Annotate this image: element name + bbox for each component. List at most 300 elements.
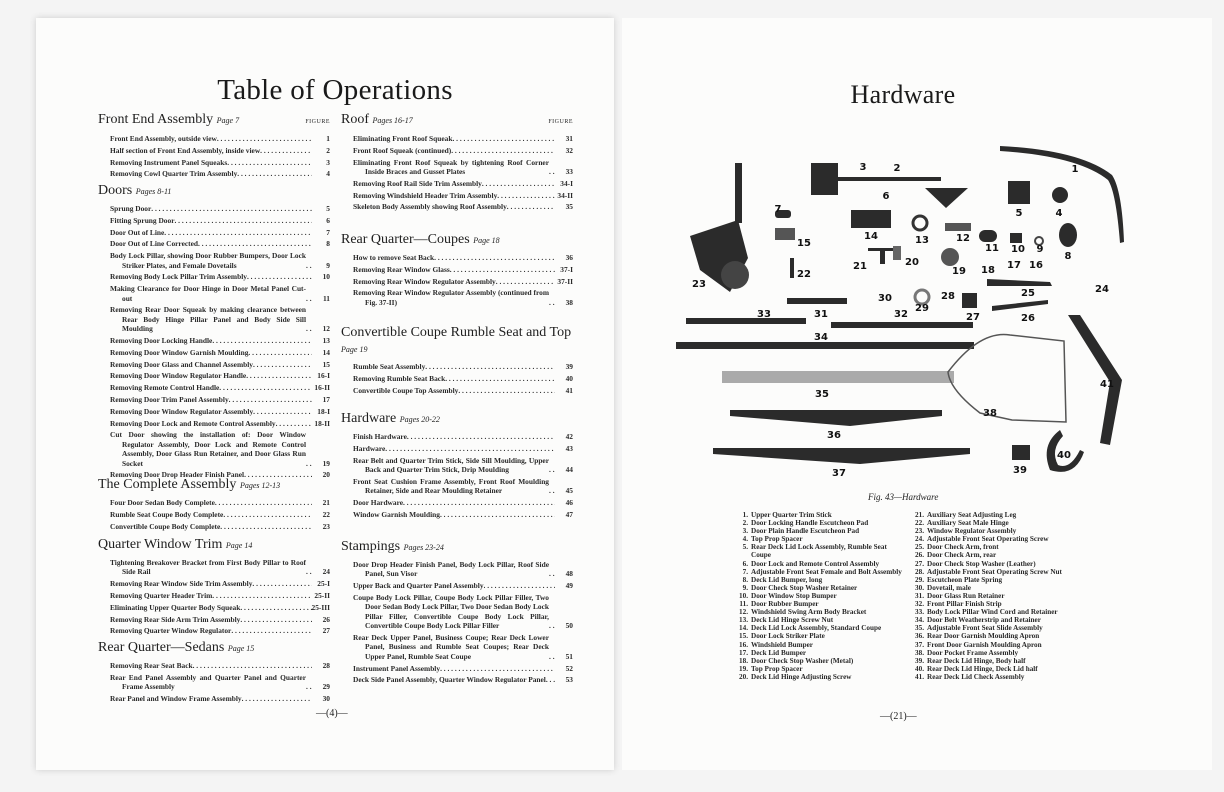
entry-text: Front Seat Cushion Frame Assembly, Front Roof Moulding Retainer, Side and Rear Moulding Retainer	[353, 476, 549, 496]
section-pages: Pages 20-22	[399, 415, 440, 424]
entry-text: Upper Back and Quarter Panel Assembly	[353, 581, 484, 591]
entry-text: Removing Body Lock Pillar Trim Assembly	[110, 272, 247, 282]
dot-leader	[237, 169, 312, 178]
legend-item	[735, 592, 903, 600]
legend-item	[911, 535, 1079, 543]
legend-item	[911, 641, 1079, 649]
entry-figure-number: 28	[322, 661, 330, 670]
page-number: —(21)—	[880, 711, 917, 722]
toc-section	[98, 640, 330, 706]
entry-text: Removing Door Window Regulator Handle	[110, 371, 247, 381]
entry-figure-number: 30	[322, 694, 330, 703]
entry-figure-number: 16-I	[317, 371, 330, 381]
toc-entry	[353, 386, 573, 395]
dot-leader	[482, 179, 555, 188]
dot-leader	[240, 603, 311, 612]
toc-entry	[110, 430, 330, 468]
entry-text: Removing Door Drop Header Finish Panel	[110, 470, 245, 480]
section-pages: Page 15	[227, 644, 255, 653]
dot-leader	[451, 146, 555, 155]
section-heading	[98, 477, 330, 494]
toc-entry	[110, 407, 330, 416]
legend-text: Top Prop Spacer	[751, 535, 803, 544]
entry-figure-number: 43	[565, 443, 573, 453]
legend-number: 41.	[915, 672, 924, 681]
section-heading	[98, 112, 330, 130]
legend-number: 16.	[739, 640, 748, 649]
entry-text: Removing Rear Door Squeak by making clearance between Rear Body Hinge Pillar Panel and Body Side Sill Moulding	[110, 305, 306, 334]
toc-entry	[110, 371, 330, 380]
left-page-table-of-operations	[36, 18, 614, 770]
legend-item	[735, 665, 903, 673]
toc-entry	[110, 272, 330, 281]
dot-leader	[212, 336, 312, 345]
dot-leader	[151, 204, 312, 213]
entry-figure-number: 25-I	[317, 579, 330, 589]
legend-text: Rear Deck Lid Check Assembly	[927, 672, 1025, 681]
legend-number: 12.	[739, 608, 748, 617]
part-number-label: 41	[1100, 379, 1114, 390]
dot-leader	[219, 383, 312, 392]
legend-item	[735, 584, 903, 592]
toc-entry	[110, 284, 330, 303]
legend-item	[735, 511, 903, 519]
entry-figure-number: 46	[565, 498, 573, 507]
legend-number: 23.	[915, 527, 924, 536]
section-title: Hardware	[341, 411, 397, 426]
legend-number: 4.	[742, 535, 748, 544]
part-number-label: 35	[815, 389, 829, 400]
part-number-label: 11	[985, 243, 999, 254]
entry-figure-number: 4	[326, 169, 330, 179]
legend-text: Deck Lid Bumper, long	[751, 575, 823, 584]
dot-leader	[253, 360, 312, 369]
entry-figure-number: 8	[326, 239, 330, 249]
entry-text: Rumble Seat Assembly	[353, 362, 426, 371]
entry-text: Removing Instrument Panel Squeaks	[110, 157, 228, 167]
section-title: Convertible Coupe Rumble Seat and Top	[341, 325, 572, 340]
legend-number: 9.	[742, 583, 748, 592]
dot-leader	[240, 615, 312, 624]
entry-figure-number: 53	[565, 675, 573, 685]
entry-text: Sprung Door	[110, 204, 152, 213]
toc-section	[341, 232, 573, 310]
toc-entry	[110, 134, 330, 143]
legend-text: Front Door Garnish Moulding Apron	[927, 640, 1042, 649]
figure-column-label: FIGURE	[305, 119, 330, 125]
legend-item	[911, 560, 1079, 568]
legend-text: Door Check Arm, rear	[927, 551, 997, 560]
entry-figure-number: 6	[326, 215, 330, 225]
entry-text: Removing Door Locking Handle	[110, 336, 213, 345]
right-page-hardware	[622, 18, 1212, 770]
entry-figure-number: 5	[326, 204, 330, 213]
toc-entry	[353, 510, 573, 519]
section-title: Rear Quarter—Sedans	[98, 640, 225, 655]
entry-figure-number: 17	[322, 394, 330, 404]
entry-text: Finish Hardware	[353, 432, 407, 441]
entry-text: Deck Side Panel Assembly, Quarter Window Regulator Panel	[353, 675, 546, 685]
legend-text: Door Belt Weatherstrip and Retainer	[927, 616, 1041, 625]
legend-item	[735, 641, 903, 649]
page-title: Table of Operations	[217, 74, 453, 106]
legend-text: Auxiliary Seat Adjusting Leg	[927, 511, 1017, 519]
entry-figure-number: 2	[326, 145, 330, 155]
entry-text: Removing Cowl Quarter Trim Assembly	[110, 169, 238, 179]
toc-entry	[353, 288, 573, 307]
section-title: The Complete Assembly	[98, 477, 237, 492]
dot-leader	[220, 522, 312, 531]
part-number-label: 9	[1036, 244, 1044, 255]
legend-text: Adjustable Front Seat Slide Assembly	[927, 624, 1043, 633]
legend-text: Rear Door Garnish Moulding Apron	[927, 632, 1040, 641]
legend-number: 8.	[742, 575, 748, 584]
legend-text: Window Regulator Assembly	[927, 527, 1017, 536]
section-heading	[341, 325, 573, 358]
section-pages: Page 19	[341, 345, 368, 354]
part-number-label: 16	[1029, 260, 1043, 271]
entry-figure-number: 7	[326, 227, 330, 237]
legend-item	[735, 543, 903, 559]
part-number-label: 28	[941, 291, 955, 302]
dot-leader	[276, 419, 312, 428]
dot-leader	[425, 362, 555, 371]
entry-text: Front Roof Squeak (continued)	[353, 145, 452, 155]
section-title-group	[98, 477, 280, 494]
legend-text: Dovetail, male	[927, 583, 971, 592]
legend-item	[911, 551, 1079, 559]
section-heading	[341, 112, 573, 130]
legend-item	[911, 519, 1079, 527]
toc-entry	[353, 633, 573, 661]
legend-item	[735, 632, 903, 640]
part-number-label: 37	[832, 468, 846, 479]
entry-figure-number: 36	[565, 253, 573, 262]
entry-figure-number: 32	[565, 145, 573, 155]
legend-text: Door Locking Handle Escutcheon Pad	[751, 519, 869, 528]
toc-entry	[353, 374, 573, 383]
legend-text: Windshield Bumper	[751, 640, 813, 649]
toc-entry	[110, 305, 330, 333]
legend-number: 31.	[915, 591, 924, 600]
section-heading	[341, 232, 573, 249]
toc-section	[341, 325, 573, 397]
legend-item	[911, 600, 1079, 608]
part-number-label: 36	[827, 430, 841, 441]
legend-item	[735, 519, 903, 527]
legend-item	[735, 527, 903, 535]
legend-number: 7.	[742, 567, 748, 576]
legend-item	[911, 584, 1079, 592]
legend-item	[911, 673, 1079, 681]
legend-text: Auxiliary Seat Male Hinge	[927, 519, 1009, 528]
toc-entry	[353, 146, 573, 155]
dot-leader	[229, 395, 312, 404]
part-number-label: 7	[774, 204, 782, 215]
legend-item	[735, 616, 903, 624]
toc-entry	[110, 498, 330, 507]
toc-entry	[110, 591, 330, 600]
entry-figure-number: 27	[322, 626, 330, 636]
section-title: Roof	[341, 112, 369, 127]
entry-figure-number: 50	[565, 621, 573, 631]
part-number-label: 10	[1011, 244, 1025, 255]
legend-item	[911, 608, 1079, 616]
legend-number: 39.	[915, 656, 924, 665]
legend-number: 13.	[739, 616, 748, 625]
dot-leader	[452, 134, 555, 143]
legend-text: Escutcheon Plate Spring	[927, 575, 1003, 584]
entry-text: Making Clearance for Door Hinge in Door Metal Panel Cut-out	[110, 284, 306, 303]
section-heading	[341, 539, 573, 556]
toc-entry	[110, 336, 330, 345]
toc-entry	[353, 277, 573, 286]
legend-item	[911, 624, 1079, 632]
legend-item	[735, 657, 903, 665]
entry-text: Rear End Panel Assembly and Quarter Panel and Quarter Frame Assembly	[110, 672, 306, 692]
legend-number: 33.	[915, 608, 924, 617]
legend-text: Body Lock Pillar Wind Cord and Retainer	[927, 608, 1058, 617]
legend-number: 5.	[742, 543, 748, 552]
entry-text: Removing Door Trim Panel Assembly	[110, 394, 229, 404]
figure-caption: Fig. 43—Hardware	[868, 492, 939, 502]
legend-item	[735, 673, 903, 681]
toc-entry	[353, 134, 573, 143]
toc-entry	[353, 158, 573, 177]
legend-number: 3.	[742, 527, 748, 536]
legend-text: Deck Lid Hinge Adjusting Screw	[751, 672, 852, 681]
entry-figure-number: 13	[322, 336, 330, 345]
legend-number: 40.	[915, 664, 924, 673]
legend-text: Top Prop Spacer	[751, 664, 803, 673]
toc-entry	[110, 348, 330, 357]
legend-number: 37.	[915, 640, 924, 649]
legend-number: 25.	[915, 543, 924, 552]
entry-text: Removing Rear Window Glass	[353, 264, 450, 274]
entry-figure-number: 39	[565, 362, 573, 371]
legend-text: Upper Quarter Trim Stick	[751, 511, 832, 519]
legend-number: 35.	[915, 624, 924, 633]
toc-entry	[110, 360, 330, 369]
part-number-label: 20	[905, 257, 919, 268]
part-number-label: 15	[797, 238, 811, 249]
section-title-group	[341, 325, 573, 358]
toc-entry	[353, 191, 573, 200]
legend-text: Door Glass Run Retainer	[927, 591, 1005, 600]
legend-text: Door Check Arm, front	[927, 543, 999, 552]
legend-number: 20.	[739, 672, 748, 681]
legend-item	[735, 624, 903, 632]
entry-figure-number: 44	[565, 465, 573, 474]
entry-text: Eliminating Front Roof Squeak	[353, 134, 453, 143]
entry-text: Instrument Panel Assembly	[353, 663, 441, 673]
figure-column-label: FIGURE	[548, 119, 573, 125]
entry-text: Skeleton Body Assembly showing Roof Assembly	[353, 202, 507, 212]
part-number-label: 34	[814, 332, 828, 343]
entry-text: Rumble Seat Coupe Body Complete	[110, 509, 224, 519]
legend-number: 28.	[915, 567, 924, 576]
entry-text: Window Garnish Moulding	[353, 509, 440, 519]
toc-entry	[353, 456, 573, 475]
entry-text: Removing Door Window Regulator Assembly	[110, 406, 254, 416]
part-number-label: 1	[1071, 164, 1079, 175]
legend-column-1	[735, 511, 903, 681]
legend-item	[735, 560, 903, 568]
entry-text: Half section of Front End Assembly, inside view	[110, 145, 261, 155]
entry-text: Removing Quarter Window Regulator	[110, 626, 232, 636]
entry-text: Removing Roof Rail Side Trim Assembly	[353, 178, 482, 188]
part-number-label: 38	[983, 408, 997, 419]
entry-figure-number: 18-I	[317, 406, 330, 416]
section-title: Quarter Window Trim	[98, 537, 223, 552]
toc-section	[341, 112, 573, 214]
entry-figure-number: 45	[565, 486, 573, 496]
entry-figure-number: 31	[565, 134, 573, 143]
entry-figure-number: 21	[322, 498, 330, 507]
dot-leader	[407, 432, 555, 441]
part-number-label: 19	[952, 266, 966, 277]
toc-entry	[110, 169, 330, 178]
toc-entry	[353, 202, 573, 211]
legend-text: Front Pillar Finish Strip	[927, 600, 1002, 609]
part-number-label: 17	[1007, 260, 1021, 271]
legend-text: Rear Deck Lid Hinge, Body half	[927, 656, 1026, 665]
entry-text: How to remove Seat Back	[353, 253, 435, 262]
legend-item	[735, 568, 903, 576]
toc-entry	[110, 661, 330, 670]
toc-entry	[110, 216, 330, 225]
legend-text: Door Lock and Remote Control Assembly	[751, 559, 880, 568]
legend-number: 1.	[742, 511, 748, 519]
page-number: —(4)—	[316, 708, 348, 719]
entry-text: Front End Assembly, outside view	[110, 134, 217, 143]
toc-entry	[353, 432, 573, 441]
toc-entry	[110, 158, 330, 167]
entry-text: Removing Quarter Header Trim	[110, 591, 213, 600]
legend-text: Door Pocket Frame Assembly	[927, 648, 1019, 657]
entry-figure-number: 14	[322, 347, 330, 357]
legend-text: Door Lock Striker Plate	[751, 632, 825, 641]
legend-text: Door Check Stop Washer (Leather)	[927, 559, 1036, 568]
toc-section	[341, 411, 573, 522]
part-number-label: 31	[814, 309, 828, 320]
entry-figure-number: 22	[322, 509, 330, 519]
entry-figure-number: 42	[565, 432, 573, 441]
toc-entry	[110, 419, 330, 428]
dot-leader	[252, 579, 312, 588]
entry-figure-number: 23	[322, 521, 330, 531]
part-number-label: 18	[981, 265, 995, 276]
entry-figure-number: 26	[322, 614, 330, 624]
part-number-label: 4	[1055, 208, 1063, 219]
entry-text: Removing Rumble Seat Back	[353, 373, 446, 383]
section-pages: Pages 12-13	[239, 481, 281, 490]
entry-figure-number: 1	[326, 134, 330, 143]
part-number-label: 26	[1021, 313, 1035, 324]
legend-item	[911, 576, 1079, 584]
entry-text: Removing Door Window Garnish Moulding	[110, 347, 249, 357]
legend-number: 14.	[739, 624, 748, 633]
entry-text: Removing Windshield Header Trim Assembly	[353, 190, 498, 200]
entry-text: Hardware	[353, 443, 386, 453]
legend-item	[911, 543, 1079, 551]
legend-number: 19.	[739, 664, 748, 673]
section-title-group	[98, 183, 171, 200]
entry-figure-number: 9	[326, 260, 330, 270]
toc-entry	[110, 579, 330, 588]
toc-entry	[353, 253, 573, 262]
section-title-group	[341, 112, 413, 129]
toc-entry	[353, 664, 573, 673]
entry-figure-number: 37-II	[557, 276, 573, 286]
entry-figure-number: 10	[322, 272, 330, 282]
toc-entry	[110, 239, 330, 248]
part-number-label: 2	[893, 163, 901, 174]
part-number-label: 24	[1095, 284, 1109, 295]
entry-figure-number: 19	[322, 458, 330, 468]
section-heading	[341, 411, 573, 428]
legend-item	[735, 535, 903, 543]
dot-leader	[496, 277, 555, 286]
toc-entry	[353, 444, 573, 453]
legend-number: 2.	[742, 519, 748, 528]
section-pages: Pages 8-11	[135, 187, 172, 196]
toc-entry	[353, 179, 573, 188]
entry-figure-number: 29	[322, 682, 330, 692]
legend-item	[911, 527, 1079, 535]
part-number-label: 23	[692, 279, 706, 290]
toc-entry	[353, 581, 573, 590]
part-number-label: 14	[864, 231, 878, 242]
entry-figure-number: 35	[565, 202, 573, 212]
legend-text: Rear Deck Lid Lock Assembly, Rumble Seat Coupe	[751, 543, 887, 560]
toc-section	[98, 112, 330, 181]
legend-item	[911, 592, 1079, 600]
toc-entry	[110, 522, 330, 531]
entry-figure-number: 34-I	[560, 178, 573, 188]
legend-number: 6.	[742, 559, 748, 568]
legend-item	[735, 600, 903, 608]
dot-leader	[223, 510, 312, 519]
part-number-label: 33	[757, 309, 771, 320]
toc-section	[98, 537, 330, 638]
entry-figure-number: 52	[565, 663, 573, 673]
entry-text: Eliminating Front Roof Squeak by tightening Roof Corner Inside Braces and Gusset Plates	[353, 157, 549, 176]
dot-leader	[231, 626, 312, 635]
section-title: Rear Quarter—Coupes	[341, 232, 470, 247]
dot-leader	[217, 134, 312, 143]
entry-text: Convertible Coupe Body Complete	[110, 521, 221, 531]
section-heading	[98, 183, 330, 200]
legend-text: Adjustable Front Seat Operating Screw Nut	[927, 567, 1062, 576]
legend-text: Deck Lid Lock Assembly, Standard Coupe	[751, 624, 882, 633]
legend-number: 15.	[739, 632, 748, 641]
toc-entry	[110, 204, 330, 213]
dot-leader	[198, 239, 312, 248]
part-number-label: 27	[966, 312, 980, 323]
entry-figure-number: 40	[565, 373, 573, 383]
part-number-label: 32	[894, 309, 908, 320]
entry-text: Removing Door Lock and Remote Control Assembly	[110, 418, 276, 428]
legend-text: Door Check Stop Washer (Metal)	[751, 656, 854, 665]
part-number-label: 25	[1021, 288, 1035, 299]
legend-item	[911, 649, 1079, 657]
entry-text: Removing Rear Window Side Trim Assembly	[110, 579, 253, 589]
entry-text: Cut Door showing the installation of: Door Window Regulator Assembly, Door Lock and Remote Control Assembly, Door Glass Run Retainer, and Door Glass Run Socket	[110, 430, 306, 468]
section-title: Front End Assembly	[98, 112, 214, 127]
legend-number: 10.	[739, 591, 748, 600]
entry-figure-number: 47	[565, 509, 573, 519]
